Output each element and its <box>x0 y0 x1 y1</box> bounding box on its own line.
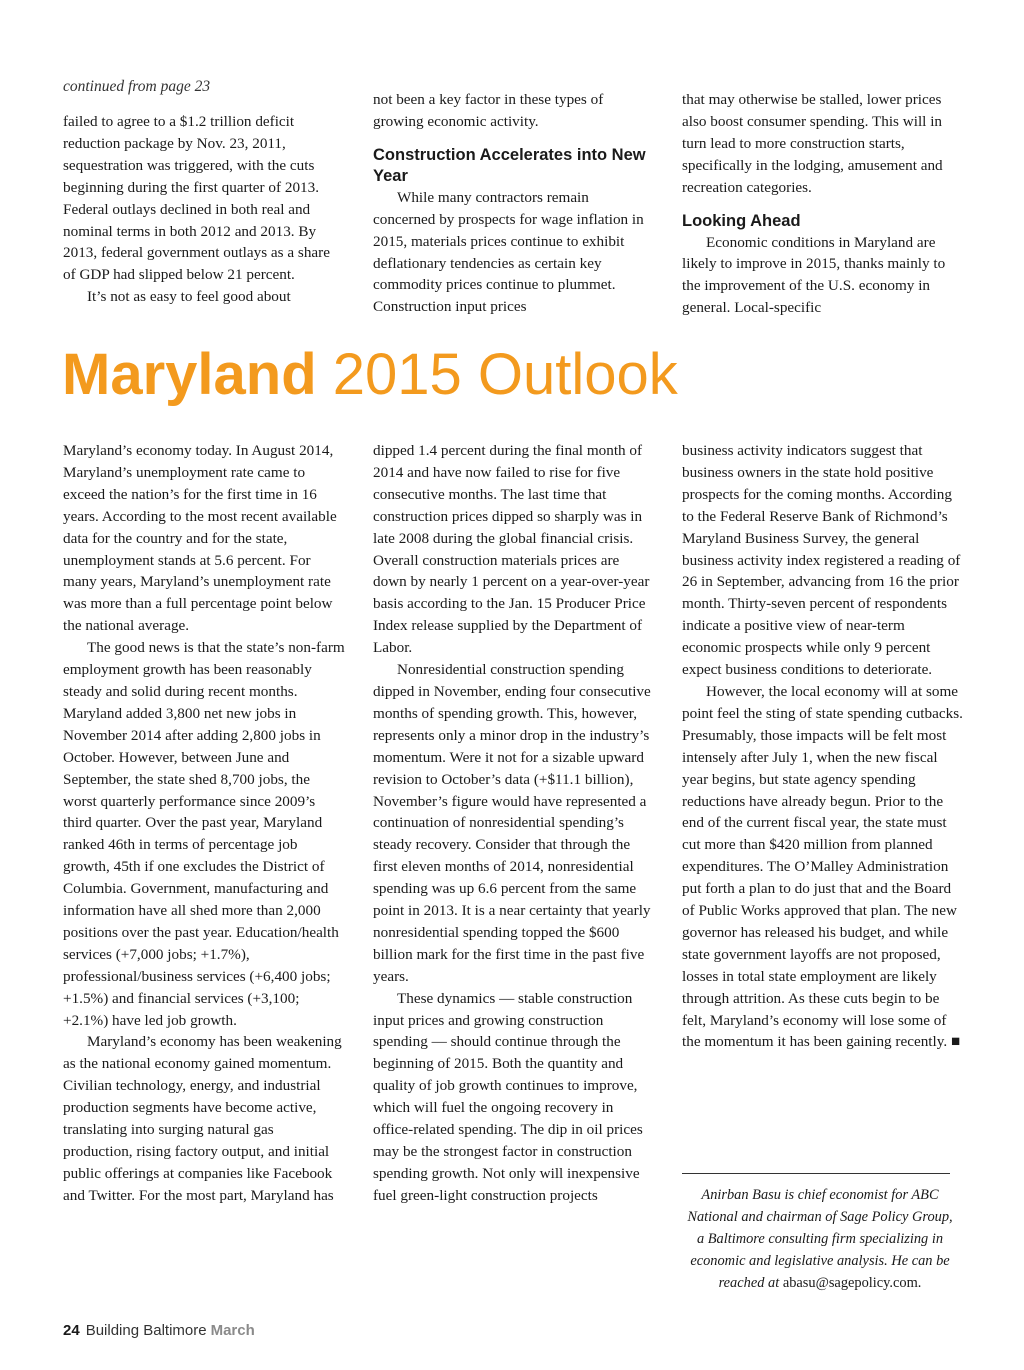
column-1-bottom <box>63 440 345 1207</box>
paragraph: failed to agree to a $1.2 trillion deficit reduction package by Nov. 23, 2011, sequestration was triggered, with the cuts beginning during the first quarter of 2013. Federal outlays declined in both real and nominal terms in both 2012 and 2013. By 2013, federal government outlays as a share of GDP had slipped below 21 percent. <box>63 113 330 284</box>
paragraph-text: However, the local economy will at some point feel the sting of state spending cutbacks. Presumably, those impacts will be felt most intensely after July 1, when the new fiscal year begins, but state agency spending reductions have already begun. Prior to the end of the current fiscal year, the state must cut more than $420 million from planned expenditures. The O’Malley Administration put forth a plan to do just that and the Board of Public Works approved that plan. The new governor has released his budget, and while state government layoffs are not proposed, losses in total state employment are likely through attrition. As these cuts begin to be felt, Maryland’s economy will lose some of the momentum it has been gaining recently. <box>682 682 963 1051</box>
column-3-bottom <box>682 440 964 1053</box>
column-1-top <box>63 111 345 308</box>
paragraph: not been a key factor in these types of growing economic activity. <box>373 91 604 130</box>
page-headline <box>62 335 678 415</box>
author-bio-text: Anirban Basu is chief economist for ABC National and chairman of Sage Policy Group, a Baltimore consulting firm specializing in economic and legislative analysis. He can be reached at <box>687 1187 953 1291</box>
headline-light: 2015 Outlook <box>332 342 678 407</box>
author-email-link[interactable]: abasu@sagepolicy.com. <box>782 1275 922 1291</box>
bio-divider <box>682 1173 950 1174</box>
publication-name: Building Baltimore <box>85 1322 207 1339</box>
page-number: 24 <box>63 1322 80 1339</box>
paragraph: It’s not as easy to feel good about <box>87 288 291 306</box>
author-bio <box>682 1184 958 1294</box>
section-heading-looking-ahead: Looking Ahead <box>682 211 801 230</box>
paragraph: Economic conditions in Maryland are likely to improve in 2015, thanks mainly to the improvement of the U.S. economy in general. Local-specific <box>682 233 946 317</box>
paragraph: While many contractors remain concerned by prospects for wage inflation in 2015, materials prices continue to exhibit deflationary tendencies as certain key commodity prices continue to plummet. Construction input prices <box>373 188 644 316</box>
paragraph: business activity indicators suggest that business owners in the state hold positive prospects for the coming months. According to the Federal Reserve Bank of Richmond’s Maryland Business Survey, the general business activity index registered a reading of 26 in September, advancing from 16 the prior month. Thirty-seven percent of respondents indicate a positive view of near-term economic prospects while only 9 percent expect business conditions to deteriorate. <box>682 442 961 679</box>
issue-month: March <box>210 1322 255 1339</box>
paragraph: Maryland’s economy has been weakening as the national economy gained momentum. Civilian technology, energy, and industrial production segments have become active, translating into surging natural gas production, rising factory output, and initial public offerings at companies like Facebook and Twitter. For the most part, Maryland has <box>63 1033 342 1204</box>
column-2-bottom <box>373 440 655 1207</box>
column-2-top <box>373 89 655 318</box>
paragraph: Nonresidential construction spending dipped in November, ending four consecutive months of spending growth. This, however, represents only a minor drop in the industry’s momentum. Were it not for a sizable upward revision to October’s data (+$11.1 billion), November’s figure would have represented a continuation of nonresidential spending’s steady recovery. Consider that through the first eleven months of 2014, nonresidential spending was up 6.6 percent from the same point in 2013. It is a near certainty that yearly nonresidential spending topped the $600 billion mark for the first time in the past five years. <box>373 661 651 985</box>
paragraph: These dynamics — stable construction input prices and growing construction spending — should continue through the beginning of 2015. Both the quantity and quality of job growth continues to improve, which will fuel the ongoing recovery in office-related spending. The dip in oil prices may be the strongest factor in construction spending growth. Not only will inexpensive fuel green-light construction projects <box>373 989 643 1204</box>
paragraph: Maryland’s economy today. In August 2014, Maryland’s unemployment rate came to exceed the nation’s for the first time in 16 years. According to the most recent available data for the country and for the state, unemployment stands at 5.6 percent. For many years, Maryland’s unemployment rate was more than a full percentage point below the national average. <box>63 442 337 635</box>
headline-bold: Maryland <box>62 342 317 407</box>
paragraph <box>682 681 964 1053</box>
paragraph: dipped 1.4 percent during the final month of 2014 and have now failed to rise for five consecutive months. The last time that construction prices dipped so sharply was in late 2008 during the global financial crisis. Overall construction materials prices are down by nearly 1 percent on a year-over-year basis according to the Jan. 15 Producer Price Index release supplied by the Department of Labor. <box>373 442 650 657</box>
continued-note: continued from page 23 <box>63 78 211 95</box>
end-mark-icon: ■ <box>950 1033 961 1051</box>
paragraph: that may otherwise be stalled, lower prices also boost consumer spending. This will in turn lead to more construction starts, specifically in the lodging, amusement and recreation categories. <box>682 91 943 196</box>
paragraph: The good news is that the state’s non-farm employment growth has been reasonably steady and solid during recent months. Maryland added 3,800 net new jobs in November 2014 after adding 2,800 jobs in October. However, between June and September, the state shed 8,700 jobs, the worst quarterly performance since 2009’s third quarter. Over the past year, Maryland ranked 46th in terms of percentage job growth, 45th if one excludes the District of Columbia. Government, manufacturing and information have all shed more than 2,000 positions over the past year. Education/health services (+7,000 jobs; +1.7%), professional/business services (+6,400 jobs; +1.5%) and financial services (+3,100; +2.1%) have led job growth. <box>63 639 345 1029</box>
page-footer <box>63 1322 255 1339</box>
section-heading-construction: Construction Accelerates into New Year <box>373 145 646 185</box>
column-3-top <box>682 89 964 319</box>
